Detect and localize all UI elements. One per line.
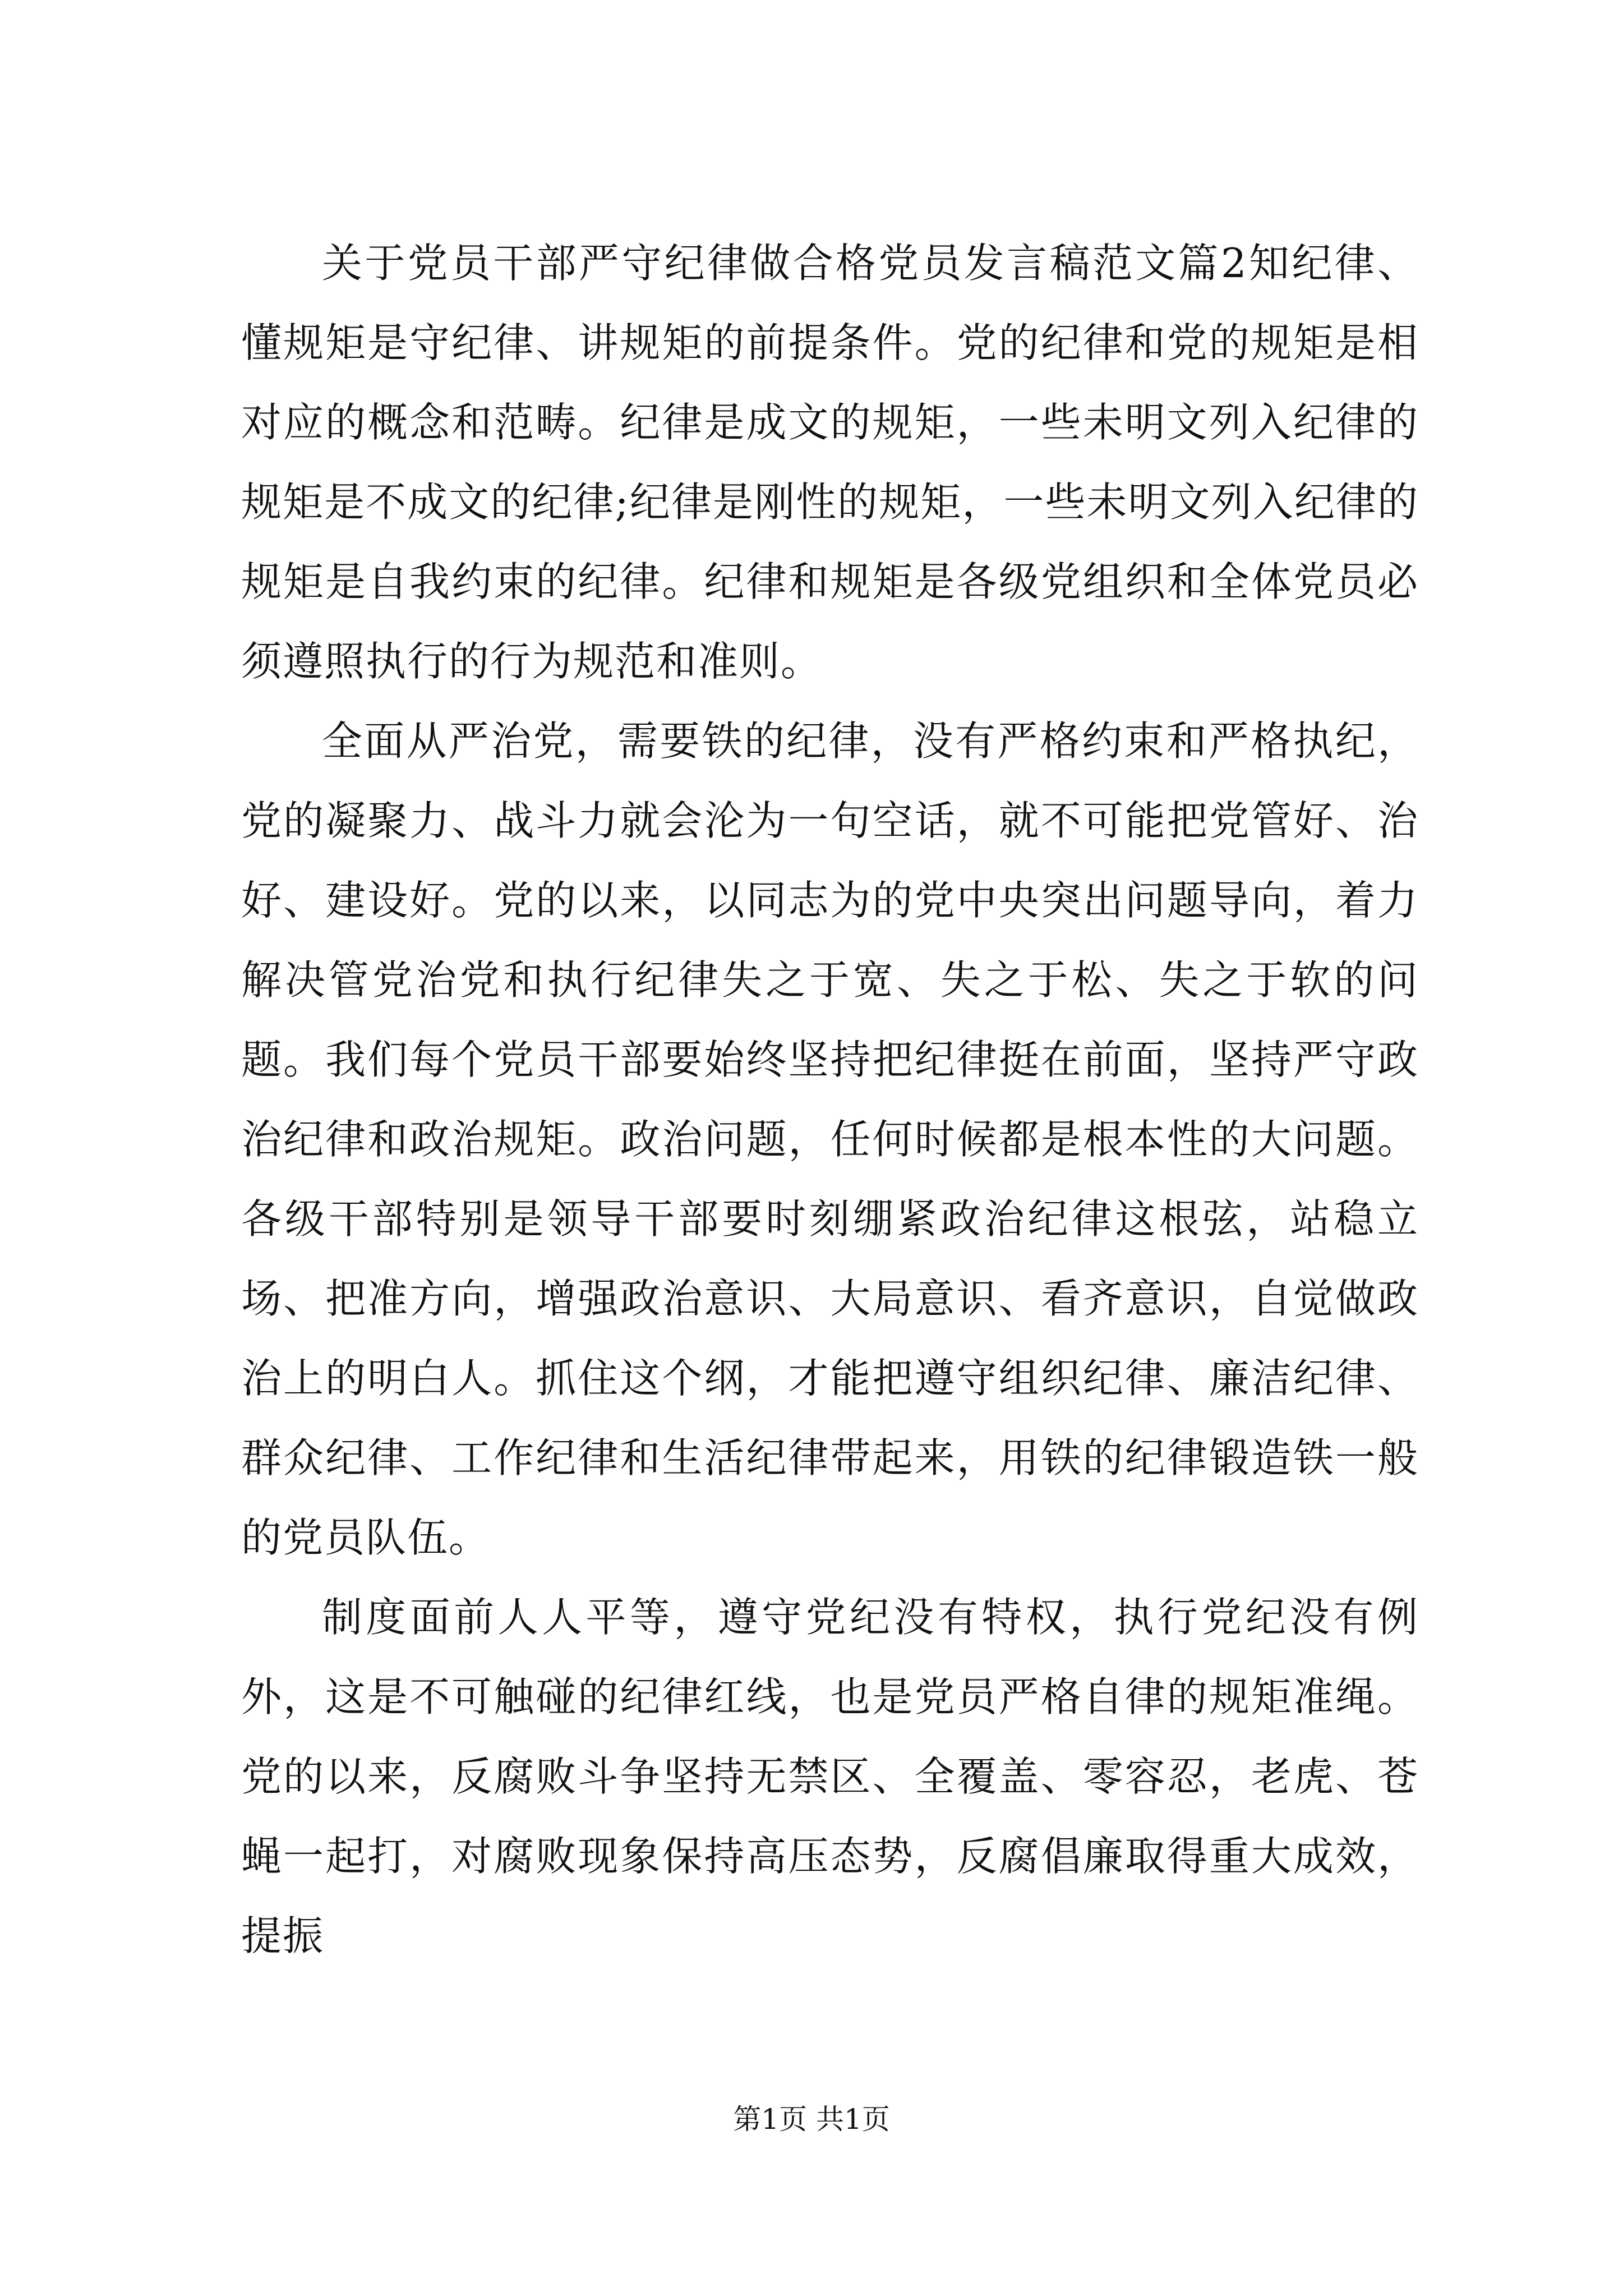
paragraph-3: 制度面前人人平等，遵守党纪没有特权，执行党纪没有例外，这是不可触碰的纪律红线，也是党员严格自律的规矩准绳。党的以来，反腐败斗争坚持无禁区、全覆盖、零容忍，老虎、苍蝇一起打，对腐败现象保持高压态势，反腐倡廉取得重大成效，提振: [241, 1594, 1419, 1959]
page-number-label: 第1页 共1页: [733, 2103, 890, 2136]
document-body: [241, 223, 1419, 1976]
paragraph-2: 全面从严治党，需要铁的纪律，没有严格约束和严格执纪，党的凝聚力、战斗力就会沦为一句空话，就不可能把党管好、治好、建设好。党的以来，以同志为的党中央突出问题导向，着力解决管党治党和执行纪律失之于宽、失之于松、失之于软的问题。我们每个党员干部要始终坚持把纪律挺在前面，坚持严守政治纪律和政治规矩。政治问题，任何时候都是根本性的大问题。各级干部特别是领导干部要时刻绷紧政治纪律这根弦，站稳立场、把准方向，增强政治意识、大局意识、看齐意识，自觉做政治上的明白人。抓住这个纲，才能把遵守组织纪律、廉洁纪律、群众纪律、工作纪律和生活纪律带起来，用铁的纪律锻造铁一般的党员队伍。: [241, 717, 1419, 1561]
page-footer: [0, 2102, 1623, 2136]
paragraph-1: 关于党员干部严守纪律做合格党员发言稿范文篇2知纪律、懂规矩是守纪律、讲规矩的前提条件。党的纪律和党的规矩是相对应的概念和范畴。纪律是成文的规矩，一些未明文列入纪律的规矩是不成文的纪律;纪律是刚性的规矩，一些未明文列入纪律的规矩是自我约束的纪律。纪律和规矩是各级党组织和全体党员必须遵照执行的行为规范和准则。: [241, 240, 1419, 685]
